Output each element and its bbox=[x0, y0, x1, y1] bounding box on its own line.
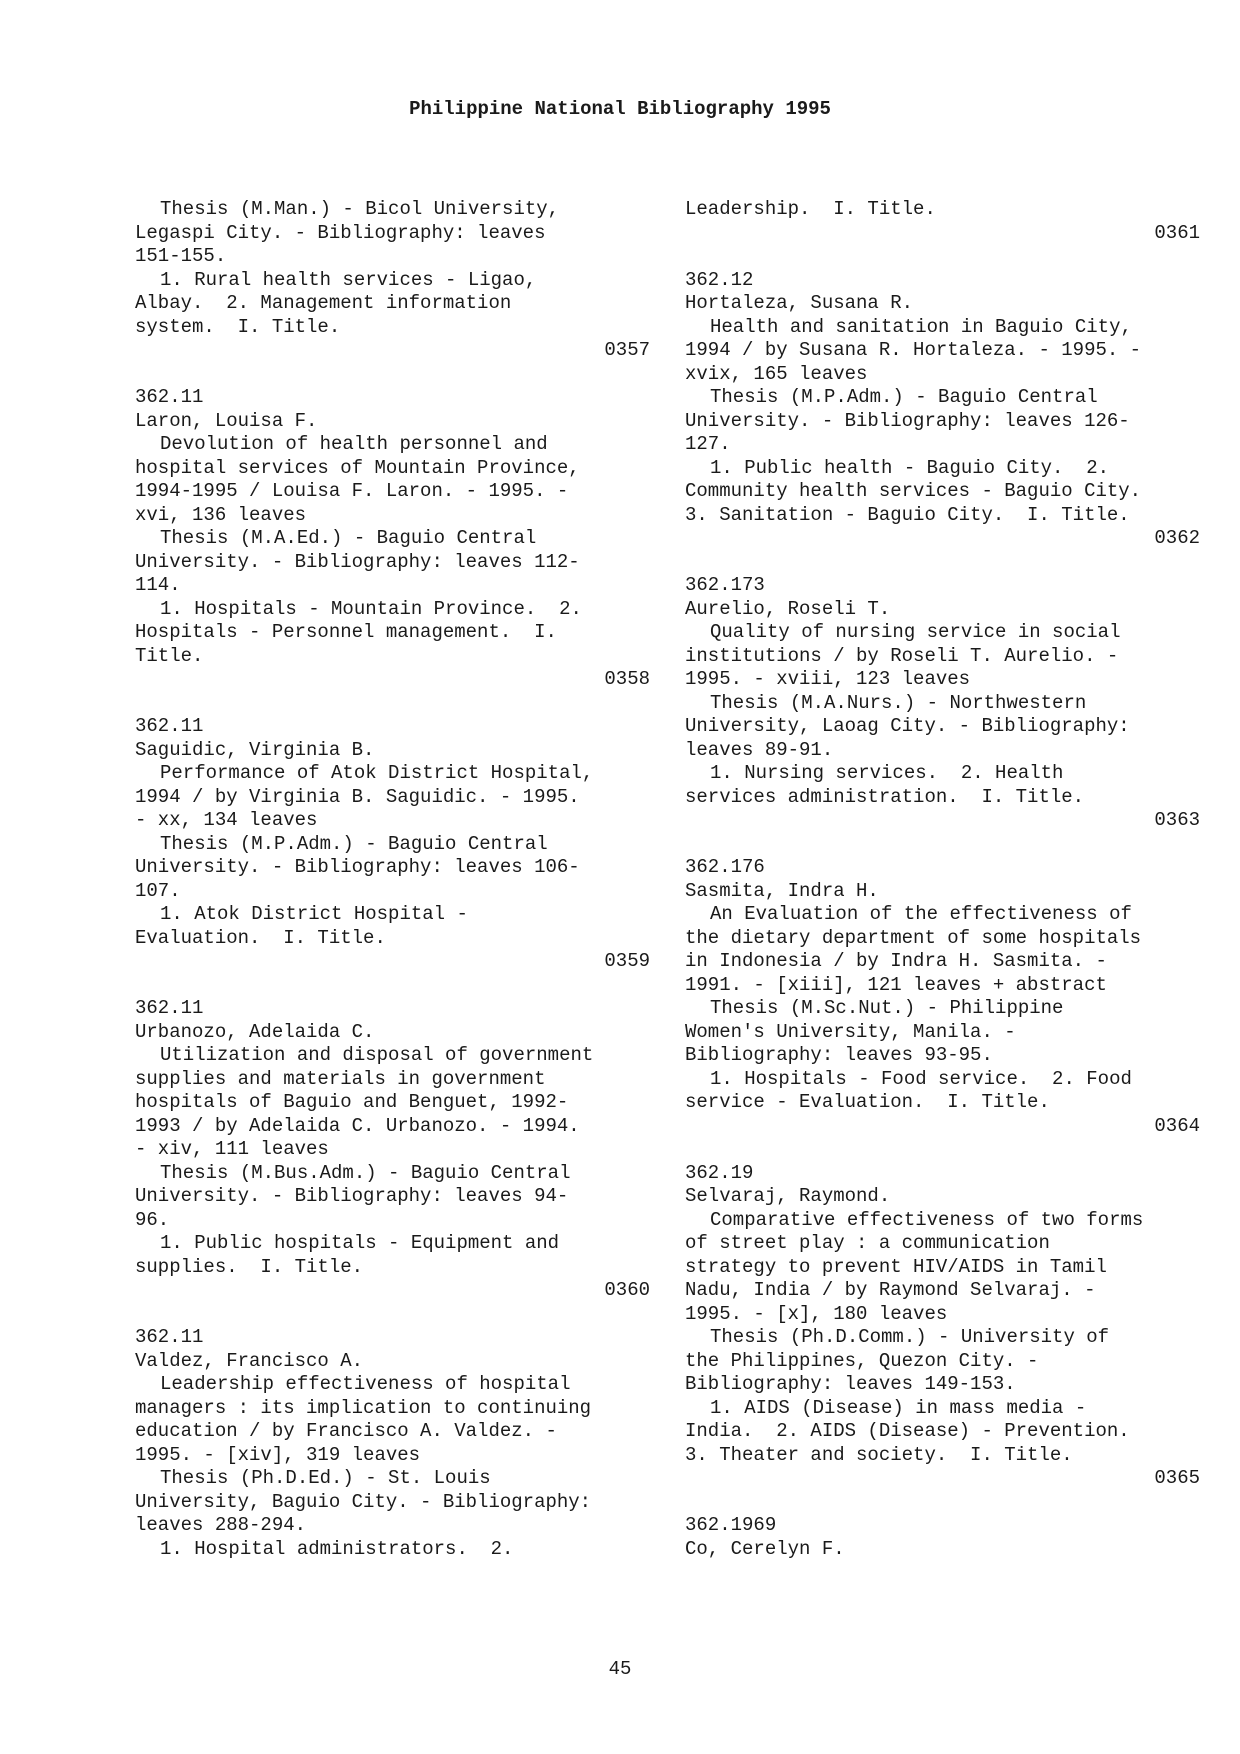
entry-line: Health and sanitation in Baguio City, bbox=[710, 315, 1132, 338]
entry-line: Co, Cerelyn F. bbox=[685, 1537, 845, 1560]
left-column bbox=[135, 198, 650, 1561]
entry-line: University. - Bibliography: leaves 112- bbox=[135, 550, 580, 573]
entry-line: Thesis (M.A.Ed.) - Baguio Central bbox=[160, 527, 537, 549]
entry-line: Thesis (M.P.Adm.) - Baguio Central bbox=[710, 386, 1098, 408]
entry-line: 362.176 bbox=[685, 856, 765, 878]
entry-gap bbox=[685, 1138, 1200, 1162]
entry-line: Valdez, Francisco A. bbox=[135, 1349, 364, 1372]
entry-line: Utilization and disposal of government bbox=[160, 1044, 594, 1066]
entry-line: 107. bbox=[135, 879, 181, 902]
entry-line: xvi, 136 leaves bbox=[135, 503, 307, 526]
entry-line: Thesis (Ph.D.Comm.) - University of bbox=[710, 1326, 1110, 1348]
entry-line: 362.11 bbox=[135, 997, 204, 1019]
entry-line: University. - Bibliography: leaves 126- bbox=[685, 409, 1130, 432]
entry-line: 1. Hospitals - Mountain Province. 2. bbox=[160, 597, 582, 620]
entry-line: leaves 288-294. bbox=[135, 1514, 307, 1536]
entry-number: 0364 bbox=[1154, 1114, 1200, 1137]
entry-line: 362.12 bbox=[685, 268, 754, 291]
entry-line: Aurelio, Roseli T. bbox=[685, 597, 891, 620]
entry-line: 114. bbox=[135, 574, 181, 596]
entry-line: service - Evaluation. I. Title. bbox=[685, 1091, 1050, 1113]
page-header: Philippine National Bibliography 1995 bbox=[409, 98, 831, 120]
entry-line: 1991. - [xiii], 121 leaves + abstract bbox=[685, 973, 1107, 996]
entry-line: 3. Sanitation - Baguio City. I. Title. bbox=[685, 503, 1130, 526]
entry-line: Urbanozo, Adelaida C. bbox=[135, 1020, 375, 1043]
entry-line: 362.11 bbox=[135, 1326, 204, 1348]
entry-line: 3. Theater and society. I. Title. bbox=[685, 1443, 1073, 1466]
entry-line: Bibliography: leaves 149-153. bbox=[685, 1373, 1016, 1395]
entry-line: Albay. 2. Management information bbox=[135, 292, 512, 314]
entry-line: Thesis (M.Sc.Nut.) - Philippine bbox=[710, 997, 1064, 1019]
entry-line: Laron, Louisa F. bbox=[135, 409, 318, 432]
entry-line: Thesis (M.A.Nurs.) - Northwestern bbox=[710, 691, 1087, 714]
entry-line: 127. bbox=[685, 433, 731, 455]
entry-line: 1995. - [xiv], 319 leaves bbox=[135, 1443, 421, 1466]
entry-line: 362.11 bbox=[135, 386, 204, 408]
entry-line: Devolution of health personnel and bbox=[160, 433, 548, 455]
entry-line: 1. Hospital administrators. 2. bbox=[160, 1537, 514, 1560]
entry-number: 0365 bbox=[1154, 1467, 1200, 1489]
entry-line: supplies and materials in government bbox=[135, 1067, 546, 1090]
entry-line: services administration. I. Title. bbox=[685, 785, 1085, 808]
entry-line: 362.19 bbox=[685, 1161, 754, 1184]
entry-line: Women's University, Manila. - bbox=[685, 1020, 1016, 1043]
entry-line: 1. Hospitals - Food service. 2. Food bbox=[710, 1067, 1132, 1090]
entry-line: managers : its implication to continuing bbox=[135, 1396, 592, 1419]
entry-number: 0357 bbox=[604, 339, 650, 361]
entry-line: Thesis (Ph.D.Ed.) - St. Louis bbox=[160, 1467, 491, 1489]
entry-line: Nadu, India / by Raymond Selvaraj. - bbox=[685, 1279, 1096, 1301]
entry-line: 362.11 bbox=[135, 715, 204, 737]
entry-line: Hortaleza, Susana R. bbox=[685, 292, 914, 314]
entry-line: leaves 89-91. bbox=[685, 738, 834, 761]
entry-line: 1. Public health - Baguio City. 2. bbox=[710, 456, 1110, 479]
entry-line: Selvaraj, Raymond. bbox=[685, 1185, 891, 1207]
entry-line: xvix, 165 leaves bbox=[685, 362, 868, 385]
entry-line: University, Baguio City. - Bibliography: bbox=[135, 1490, 592, 1513]
entry-line: Legaspi City. - Bibliography: leaves bbox=[135, 221, 546, 244]
entry-number: 0359 bbox=[604, 950, 650, 972]
entry-gap bbox=[685, 245, 1200, 269]
right-column bbox=[685, 198, 1200, 1561]
entry-line: University. - Bibliography: leaves 106- bbox=[135, 856, 580, 878]
entry-line: 1994 / by Virginia B. Saguidic. - 1995. bbox=[135, 785, 580, 808]
page-number: 45 bbox=[608, 1658, 632, 1680]
entry-line: 1995. - xviii, 123 leaves bbox=[685, 668, 971, 690]
entry-line: Leadership. I. Title. bbox=[685, 198, 936, 220]
entry-line: in Indonesia / by Indra H. Sasmita. - bbox=[685, 950, 1107, 972]
entry-line: Thesis (M.Bus.Adm.) - Baguio Central bbox=[160, 1161, 571, 1184]
entry-line: University, Laoag City. - Bibliography: bbox=[685, 715, 1130, 737]
entry-line: 1994-1995 / Louisa F. Laron. - 1995. - bbox=[135, 480, 569, 502]
entry-line: Leadership effectiveness of hospital bbox=[160, 1373, 571, 1395]
entry-line: 1. Atok District Hospital - bbox=[160, 903, 468, 925]
entry-line: 1. AIDS (Disease) in mass media - bbox=[710, 1396, 1087, 1419]
entry-line: the dietary department of some hospitals bbox=[685, 926, 1142, 949]
entry-line: Bibliography: leaves 93-95. bbox=[685, 1044, 993, 1066]
entry-line: the Philippines, Quezon City. - bbox=[685, 1349, 1039, 1372]
entry-line: supplies. I. Title. bbox=[135, 1255, 364, 1278]
entry-line: 362.173 bbox=[685, 574, 765, 596]
entry-gap bbox=[135, 692, 650, 716]
entry-line: system. I. Title. bbox=[135, 315, 341, 338]
entry-line: strategy to prevent HIV/AIDS in Tamil bbox=[685, 1255, 1107, 1278]
entry-line: 1. Nursing services. 2. Health bbox=[710, 762, 1064, 784]
entry-line: 151-155. bbox=[135, 245, 227, 267]
entry-line: Saguidic, Virginia B. bbox=[135, 738, 375, 761]
entry-gap bbox=[135, 363, 650, 387]
entry-line: - xiv, 111 leaves bbox=[135, 1138, 329, 1160]
entry-line: 96. bbox=[135, 1208, 170, 1231]
entry-line: Sasmita, Indra H. bbox=[685, 879, 879, 902]
entry-line: Comparative effectiveness of two forms bbox=[710, 1208, 1144, 1231]
entry-line: Evaluation. I. Title. bbox=[135, 926, 386, 949]
entry-line: 362.1969 bbox=[685, 1514, 777, 1536]
entry-line: Hospitals - Personnel management. I. bbox=[135, 621, 557, 643]
entry-gap bbox=[685, 1491, 1200, 1515]
entry-number: 0362 bbox=[1154, 527, 1200, 549]
entry-line: Performance of Atok District Hospital, bbox=[160, 762, 594, 784]
entry-line: University. - Bibliography: leaves 94- bbox=[135, 1185, 569, 1207]
entry-gap bbox=[685, 551, 1200, 575]
entry-line: 1995. - [x], 180 leaves bbox=[685, 1302, 948, 1325]
entry-line: institutions / by Roseli T. Aurelio. - bbox=[685, 644, 1119, 667]
entry-line: 1994 / by Susana R. Hortaleza. - 1995. - bbox=[685, 339, 1142, 361]
entry-line: education / by Francisco A. Valdez. - bbox=[135, 1420, 557, 1442]
entry-line: hospitals of Baguio and Benguet, 1992- bbox=[135, 1091, 569, 1113]
entry-line: - xx, 134 leaves bbox=[135, 809, 318, 831]
entry-number: 0361 bbox=[1154, 221, 1200, 244]
entry-gap bbox=[685, 833, 1200, 857]
entry-line: Community health services - Baguio City. bbox=[685, 480, 1142, 502]
entry-line: 1993 / by Adelaida C. Urbanozo. - 1994. bbox=[135, 1114, 580, 1137]
entry-line: An Evaluation of the effectiveness of bbox=[710, 903, 1132, 925]
entry-line: of street play : a communication bbox=[685, 1232, 1050, 1254]
entry-line: 1. Public hospitals - Equipment and bbox=[160, 1232, 560, 1254]
entry-number: 0360 bbox=[604, 1279, 650, 1301]
entry-gap bbox=[135, 974, 650, 998]
entry-number: 0363 bbox=[1154, 809, 1200, 831]
entry-line: Title. bbox=[135, 644, 204, 667]
entry-line: Thesis (M.Man.) - Bicol University, bbox=[160, 198, 560, 220]
entry-gap bbox=[135, 1303, 650, 1327]
entry-line: Quality of nursing service in social bbox=[710, 621, 1121, 643]
entry-line: hospital services of Mountain Province, bbox=[135, 456, 580, 479]
entry-line: India. 2. AIDS (Disease) - Prevention. bbox=[685, 1420, 1130, 1442]
entry-number: 0358 bbox=[604, 668, 650, 690]
entry-line: Thesis (M.P.Adm.) - Baguio Central bbox=[160, 832, 548, 855]
entry-line: 1. Rural health services - Ligao, bbox=[160, 268, 537, 291]
